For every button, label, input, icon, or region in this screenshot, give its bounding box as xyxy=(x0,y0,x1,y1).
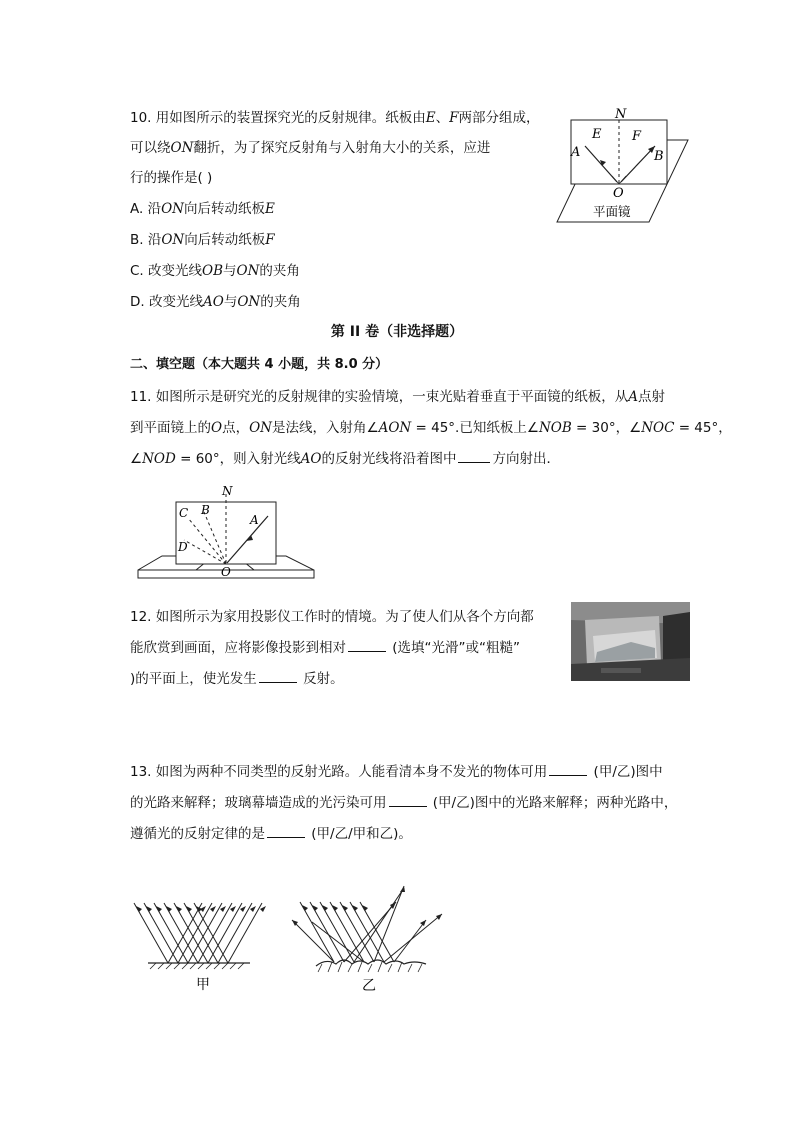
q11-line-2: 到平面镜上的O点，ON是法线，入射角∠AON = 45°.已知纸板上∠NOB = 30°，∠NOC = 45°， xyxy=(130,420,732,436)
label-A: A xyxy=(571,145,581,160)
q11-line-1: 11. 如图所示是研究光的反射规律的实验情境，一束光贴着垂直于平面镜的纸板，从A点射 xyxy=(130,389,666,405)
q11-reflection-figure xyxy=(134,484,324,582)
label-A: A xyxy=(250,513,259,527)
q10-option-a[interactable]: A. 沿ON向后转动纸板E xyxy=(130,201,275,217)
q10-option-b[interactable]: B. 沿ON向后转动纸板F xyxy=(130,232,275,248)
arrowheads-jia xyxy=(136,906,266,912)
section-heading: 二、填空题（本大题共 4 小题，共 8.0 分） xyxy=(130,357,389,372)
q13-blank-2[interactable] xyxy=(389,794,427,807)
q10-option-d[interactable]: D. 改变光线AO与ON的夹角 xyxy=(130,294,301,310)
q10-line-3: 行的操作是( ) xyxy=(130,170,213,186)
q11-answer-blank[interactable] xyxy=(458,450,490,463)
reflected-rays-jia xyxy=(168,903,262,963)
label-yi: 乙 xyxy=(362,978,376,994)
q10-option-c[interactable]: C. 改变光线OB与ON的夹角 xyxy=(130,263,300,279)
specular-reflection-figure xyxy=(128,895,278,995)
q10-reflection-figure xyxy=(552,104,692,226)
q12-line-3: )的平面上，使光发生 反射。 xyxy=(130,671,344,687)
projector-scene xyxy=(571,602,690,681)
projector-room-photo xyxy=(571,602,690,681)
label-O: O xyxy=(613,186,624,201)
label-B: B xyxy=(654,149,664,164)
label-B: B xyxy=(201,503,210,517)
q13-line-3: 遵循光的反射定律的是 (甲/乙/甲和乙)。 xyxy=(130,826,412,842)
q12-blank-1[interactable] xyxy=(348,639,386,652)
label-O: O xyxy=(221,565,231,579)
q10-line-2: 可以绕ON翻折，为了探究反射角与入射角大小的关系，应进 xyxy=(130,140,491,156)
part2-title: 第 II 卷（非选择题） xyxy=(330,324,464,340)
label-E: E xyxy=(592,127,602,142)
q12-line-2: 能欣赏到画面，应将影像投影到相对 (选填“光滑”或“粗糙” xyxy=(130,640,521,656)
q12-blank-2[interactable] xyxy=(259,670,297,683)
q10-line-1: 10. 用如图所示的装置探究光的反射规律。纸板由E、F两部分组成， xyxy=(130,110,540,126)
incident-rays-jia xyxy=(134,903,228,963)
q13-line-2: 的光路来解释；玻璃幕墙造成的光污染可用 (甲/乙)图中的光路来解释；两种光路中， xyxy=(130,795,678,811)
q11-line-3: ∠NOD = 60°，则入射光线AO的反射光线将沿着图中 方向射出． xyxy=(130,451,560,467)
label-F: F xyxy=(632,129,642,144)
label-D: D xyxy=(178,540,188,554)
q12-line-1: 12. 如图所示为家用投影仪工作时的情境。为了使人们从各个方向都 xyxy=(130,609,534,625)
incident-rays-yi xyxy=(300,902,394,962)
q13-blank-1[interactable] xyxy=(549,763,587,776)
label-jia: 甲 xyxy=(196,977,210,993)
label-C: C xyxy=(179,506,189,520)
q13-blank-3[interactable] xyxy=(267,825,305,838)
diffuse-reflection-figure xyxy=(286,880,456,995)
label-N: N xyxy=(222,484,233,498)
label-mirror: 平面镜 xyxy=(593,204,631,219)
label-N: N xyxy=(615,107,627,122)
arrowheads-yi xyxy=(292,886,442,926)
surface-hatching xyxy=(150,963,244,969)
q13-line-1: 13. 如图为两种不同类型的反射光路。人能看清本身不发光的物体可用 (甲/乙)图中 xyxy=(130,764,663,780)
